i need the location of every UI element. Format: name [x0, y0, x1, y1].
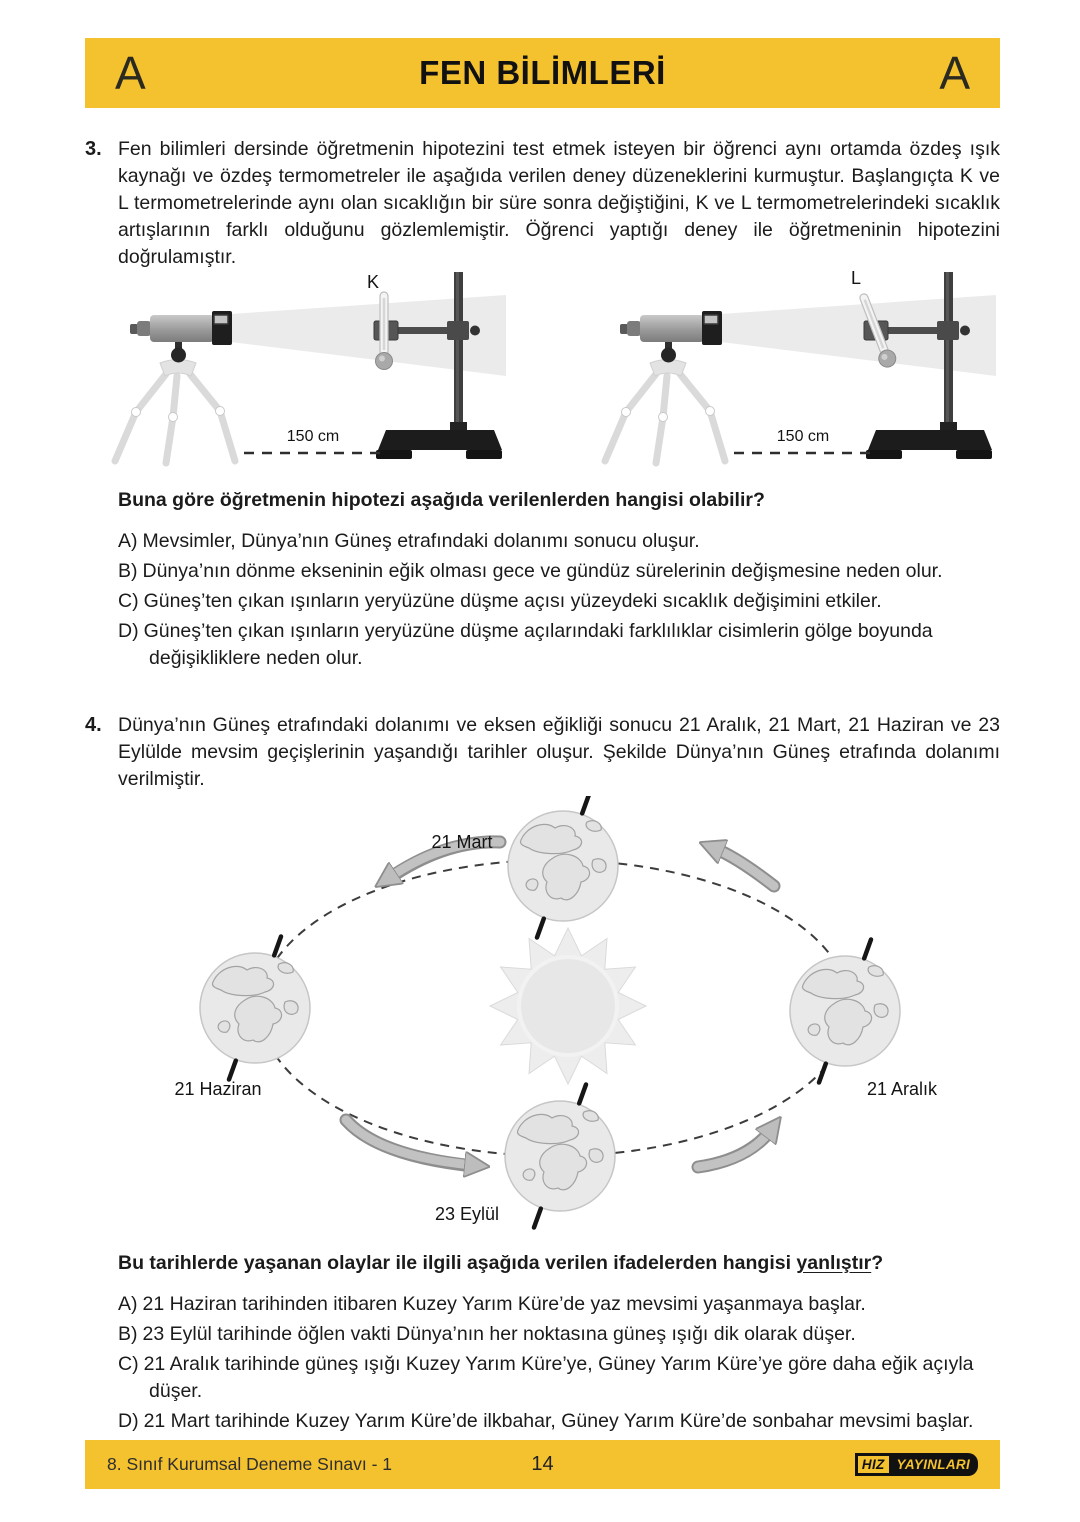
experiment-figure-left: [98, 264, 548, 479]
question-3-text: Fen bilimleri dersinde öğretmenin hipotezini test etmek isteyen bir öğrenci aynı ortamda özdeş ışık kaynağı ve özdeş termometreler ile aşağıda verilen deney düzeneklerini kurmuştur. Başlangıçta K ve L termometrelerinde aynı olan sıcaklığın bir süre sonra değiştiğini, K ve L termometrelerindeki sıcaklık artışlarının farklı olduğunu gözlemlemiştir. Öğrenci yaptığı deney ile öğretmeninin hipotezini doğrulamıştır.: [118, 138, 1000, 268]
orbit-figure: [140, 796, 940, 1246]
option-3d: D) Güneş’ten çıkan ışınların yeryüzüne düşme açılarındaki farklılıklar cisimlerin gölge boyunda değişikliklere neden olur.: [118, 620, 933, 669]
date-label-december: 21 Aralık: [866, 1079, 938, 1099]
thermometer-L-label: L: [850, 268, 862, 288]
question-4-number: 4.: [85, 714, 102, 736]
distance-label-left: 150 cm: [286, 428, 340, 445]
option-3a: A) Mevsimler, Dünya’nın Güneş etrafındaki dolanımı sonucu oluşur.: [118, 530, 700, 552]
publisher-logo: [855, 1453, 978, 1477]
option-4c: C) 21 Aralık tarihinde güneş ışığı Kuzey Yarım Küre’ye, Güney Yarım Küre’ye göre daha eğik açıyla düşer.: [118, 1353, 974, 1402]
sun-icon: [490, 928, 646, 1084]
option-4d: D) 21 Mart tarihinde Kuzey Yarım Küre’de ilkbahar, Güney Yarım Küre’de sonbahar mevsimi başlar.: [118, 1409, 974, 1432]
question-4-prompt: Bu tarihlerde yaşanan olaylar ile ilgili aşağıda verilen ifadelerden hangisi yanlıştır?: [118, 1252, 884, 1274]
arrow-top-right: [716, 849, 774, 886]
option-4b: B) 23 Eylül tarihinde öğlen vakti Dünya’nın her noktasına güneş ışığı dik olarak düşer.: [118, 1323, 856, 1345]
subject-header: [85, 38, 1000, 108]
experiment-figure-right: [588, 264, 1038, 479]
question-4-text: Dünya’nın Güneş etrafındaki dolanımı ve eksen eğikliği sonucu 21 Aralık, 21 Mart, 21 Haziran ve 23 Eylülde mevsim geçişlerinin yaşandığı tarihler oluşur. Şekilde Dünya’nın Güneş etrafında dolanımı verilmiştir.: [118, 714, 1000, 790]
underlined-keyword: yanlıştır: [796, 1252, 872, 1274]
option-3b: B) Dünya’nın dönme ekseninin eğik olması gece ve gündüz sürelerinin değişmesine neden olur.: [118, 560, 943, 582]
booklet-letter-right: A: [939, 47, 970, 99]
earth-globe-march: [508, 796, 618, 938]
booklet-letter-left: A: [115, 47, 146, 99]
distance-label-right: 150 cm: [776, 428, 830, 445]
exam-name: 8. Sınıf Kurumsal Deneme Sınavı - 1: [107, 1454, 392, 1474]
page-number: 14: [531, 1453, 554, 1475]
light-source-icon: [115, 311, 235, 463]
question-4: [85, 712, 1000, 793]
question-4-options: [118, 1291, 1003, 1438]
logo-yayinlari-text: YAYINLARI: [892, 1453, 978, 1477]
light-source-icon: [605, 311, 725, 463]
question-3: [85, 136, 1000, 271]
page-footer: [85, 1440, 1000, 1489]
option-3c: C) Güneş’ten çıkan ışınların yeryüzüne düşme açısı yüzeydeki sıcaklık değişimini etkiler.: [118, 590, 882, 612]
question-3-options: [118, 528, 1003, 675]
earth-globe-september: [505, 1085, 615, 1228]
date-label-march: 21 Mart: [431, 832, 493, 852]
earth-globe-december: [790, 940, 900, 1083]
question-3-prompt: Buna göre öğretmenin hipotezi aşağıda verilenlerden hangisi olabilir?: [118, 489, 765, 511]
date-label-june: 21 Haziran: [174, 1079, 262, 1099]
earth-globe-june: [200, 937, 310, 1080]
option-4a: A) 21 Haziran tarihinden itibaren Kuzey Yarım Küre’de yaz mevsimi yaşanmaya başlar.: [118, 1293, 866, 1315]
logo-hiz-text: HIZ: [855, 1453, 892, 1477]
page-title: FEN BİLİMLERİ: [419, 54, 666, 91]
thermometer-K-label: K: [366, 272, 380, 292]
date-label-september: 23 Eylül: [434, 1204, 500, 1224]
question-3-number: 3.: [85, 138, 102, 160]
